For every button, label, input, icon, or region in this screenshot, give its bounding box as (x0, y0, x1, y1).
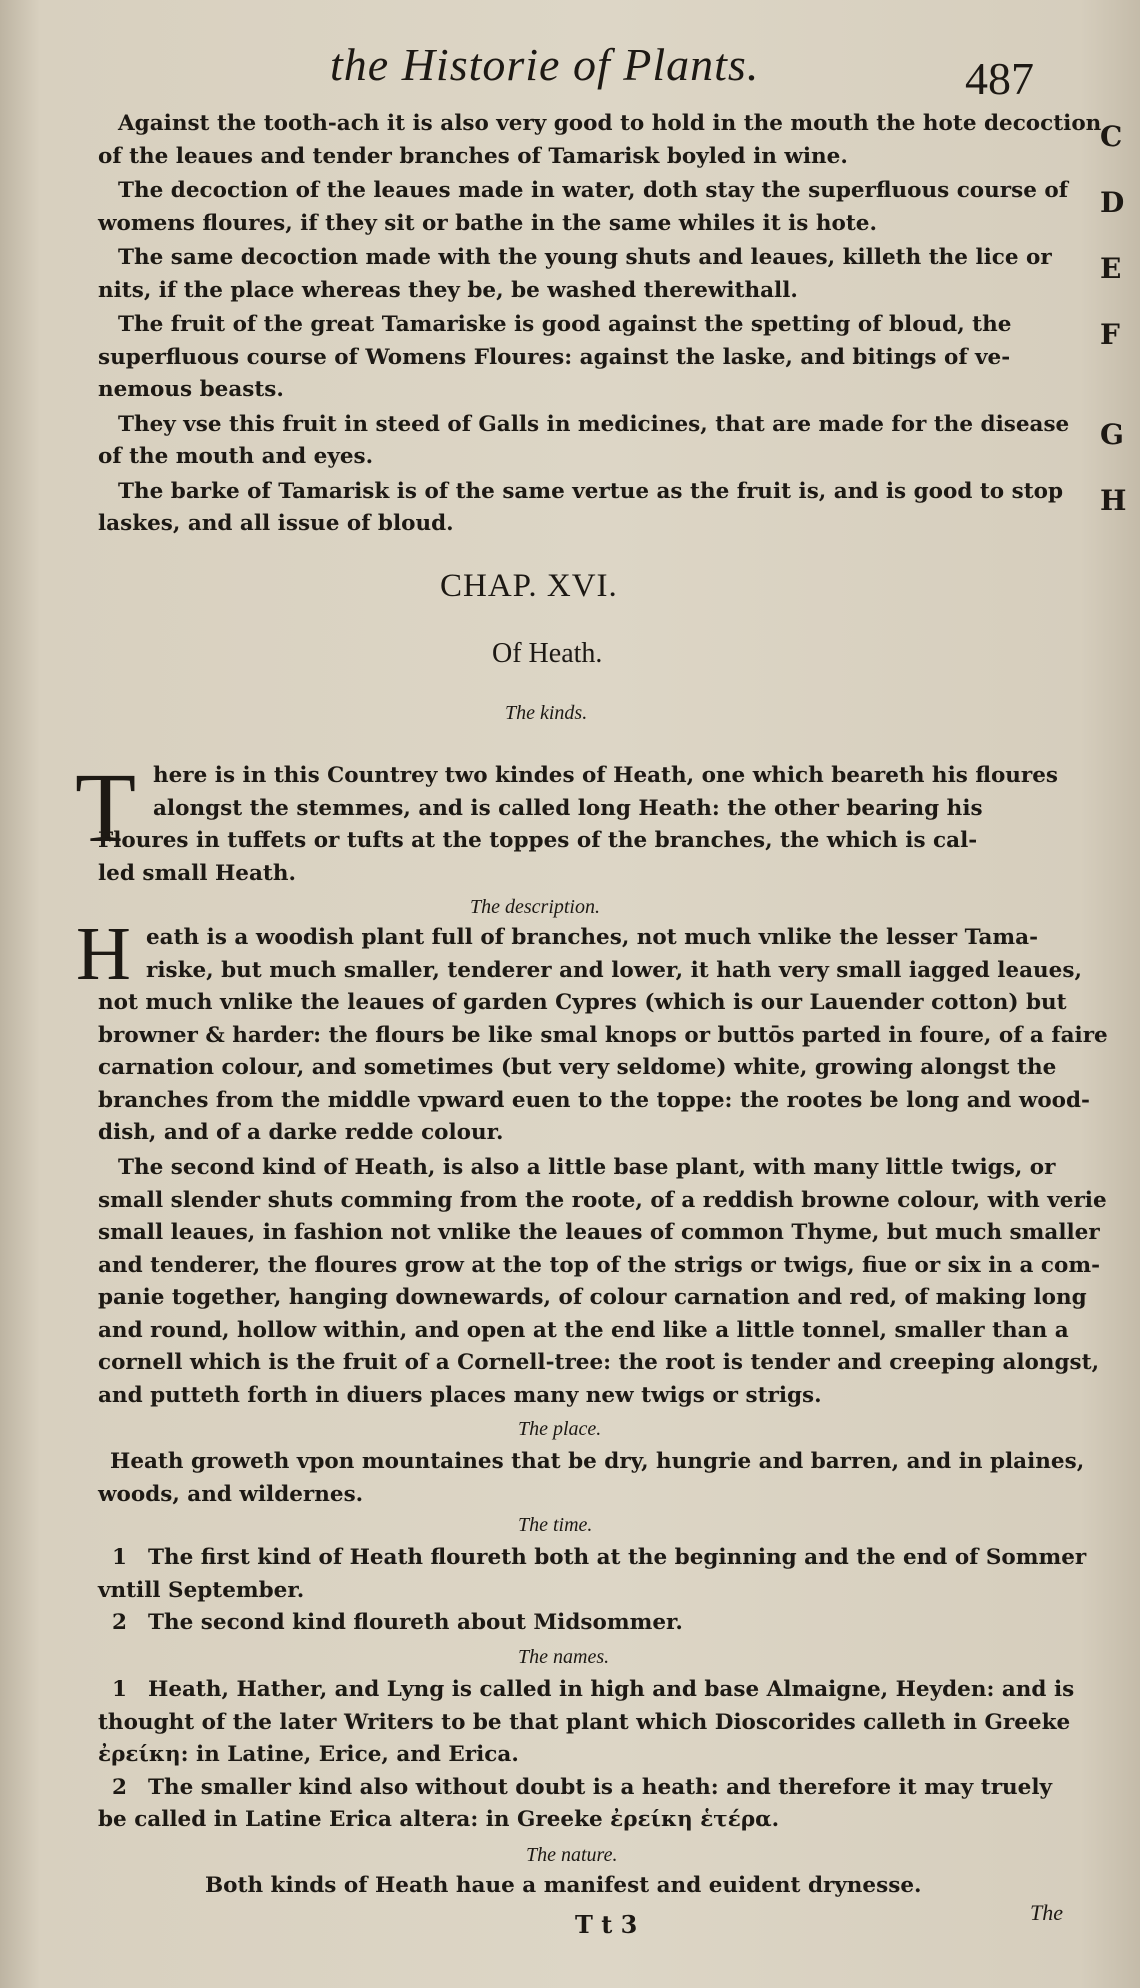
list-item (98, 1607, 1078, 1640)
drop-cap: H (76, 912, 131, 996)
text-line: of the mouth and eyes. (98, 444, 374, 469)
text-line: riske, but much smaller, tenderer and lower, it hath very small iagged leaues, (146, 957, 1082, 983)
names-list (98, 1674, 1078, 1837)
text-line: small slender shuts comming from the roote, of a reddish browne colour, with verie (98, 1187, 1107, 1213)
catchword: The (1030, 1900, 1063, 1925)
item-number: 1 (112, 1545, 127, 1570)
text-line: vntill September. (98, 1577, 305, 1603)
text-line: Both kinds of Heath haue a manifest and euident drynesse. (205, 1873, 922, 1898)
text-line: branches from the middle vpward euen to the toppe: the rootes be long and wood- (98, 1087, 1090, 1113)
margin-letter: F (1100, 318, 1120, 351)
chapter-title: Of Heath. (492, 638, 603, 669)
running-title: the Historie of Plants. (330, 39, 760, 90)
text-line: The first kind of Heath floureth both at the beginning and the end of Sommer (148, 1545, 1087, 1570)
margin-letter: H (1100, 484, 1127, 517)
text-line: nits, if the place whereas they be, be washed therewithall. (98, 277, 798, 303)
text-line: browner & harder: the flours be like smal knops or buttōs parted in foure, of a faire (98, 1022, 1108, 1048)
text-line: The barke of Tamarisk is of the same vertue as the fruit is, and is good to stop (118, 478, 1064, 504)
top-paragraphs (98, 108, 1102, 543)
text-line: nemous beasts. (98, 377, 284, 402)
text-line: laskes, and all issue of bloud. (98, 511, 454, 536)
text-line: Heath groweth vpon mountaines that be dry, hungrie and barren, and in plaines, (110, 1449, 1085, 1474)
paragraph (98, 409, 1078, 474)
time-list (98, 1542, 1087, 1640)
list-item (98, 1542, 1087, 1575)
text-line: alongst the stemmes, and is called long Heath: the other bearing his (153, 795, 983, 821)
signature-mark: T t 3 (575, 1910, 638, 1939)
margin-letter: D (1100, 186, 1125, 219)
paragraph (98, 242, 1078, 307)
list-item (98, 1674, 1078, 1707)
text-line: of the leaues and tender branches of Tamarisk boyled in wine. (98, 143, 848, 169)
section-heading-time: The time. (518, 1514, 593, 1536)
text-line: The decoction of the leaues made in water, doth stay the superfluous course of (118, 178, 1068, 203)
paragraph (98, 309, 1078, 407)
text-line: eath is a woodish plant full of branches, not much vnlike the lesser Tama- (146, 925, 1039, 950)
text-line: superfluous course of Womens Floures: against the laske, and bitings of ve- (98, 344, 1011, 370)
description-paragraph-1 (98, 922, 1108, 1150)
text-line: and tenderer, the floures grow at the top of the strigs or twigs, fiue or six in a com- (98, 1252, 1101, 1278)
nature-paragraph (205, 1870, 1140, 1903)
paragraph (98, 108, 1102, 173)
text-line: Against the tooth-ach it is also very good to hold in the mouth the hote decoction (118, 111, 1102, 136)
place-paragraph (98, 1446, 1085, 1511)
text-line: and putteth forth in diuers places many new twigs or strigs. (98, 1382, 822, 1408)
page-number: 487 (965, 53, 1034, 104)
section-heading-description: The description. (470, 896, 600, 918)
list-item (98, 1772, 1078, 1805)
text-line: cornell which is the fruit of a Cornell-tree: the root is tender and creeping alongst, (98, 1350, 1100, 1375)
text-line: Heath, Hather, and Lyng is called in high and base Almaigne, Heyden: and is (148, 1677, 1075, 1702)
text-line: small leaues, in fashion not vnlike the leaues of common Thyme, but much smaller (98, 1220, 1100, 1245)
paragraph (98, 476, 1078, 541)
text-line: The second kind of Heath, is also a little base plant, with many little twigs, or (118, 1155, 1056, 1180)
section-heading-names: The names. (518, 1646, 610, 1668)
description-paragraph-2 (98, 1152, 1107, 1412)
text-line: woods, and wildernes. (98, 1481, 364, 1507)
paragraph (98, 175, 1078, 240)
section-heading-nature: The nature. (526, 1844, 618, 1866)
kinds-paragraph (98, 760, 1078, 890)
item-number: 2 (112, 1774, 127, 1800)
item-number: 1 (112, 1677, 127, 1702)
text-line: dish, and of a darke redde colour. (98, 1120, 504, 1145)
chapter-number: CHAP. XVI. (440, 568, 618, 604)
section-heading-place: The place. (518, 1418, 602, 1440)
text-line: thought of the later Writers to be that plant which Dioscorides calleth in Greeke (98, 1709, 1071, 1735)
text-line: and round, hollow within, and open at the end like a little tonnel, smaller than a (98, 1317, 1069, 1343)
text-line: here is in this Countrey two kindes of Heath, one which beareth his floures (153, 763, 1059, 788)
text-line: The same decoction made with the young shuts and leaues, killeth the lice or (118, 245, 1052, 270)
text-line: not much vnlike the leaues of garden Cypres (which is our Lauender cotton) but (98, 990, 1067, 1015)
drop-cap: T (75, 752, 137, 863)
text-line: They vse this fruit in steed of Galls in medicines, that are made for the disease (118, 411, 1070, 437)
text-line: panie together, hanging downewards, of colour carnation and red, of making long (98, 1285, 1087, 1310)
margin-letter: C (1100, 120, 1123, 153)
text-line: The smaller kind also without doubt is a heath: and therefore it may truely (148, 1774, 1053, 1800)
text-line: ἐρείκη: in Latine, Erice, and Erica. (98, 1742, 519, 1767)
margin-letter: G (1100, 418, 1124, 451)
margin-letter: E (1100, 252, 1122, 285)
text-line: led small Heath. (98, 860, 296, 886)
text-line: carnation colour, and sometimes (but very seldome) white, growing alongst the (98, 1055, 1057, 1080)
text-line: womens floures, if they sit or bathe in the same whiles it is hote. (98, 210, 877, 236)
text-line: The second kind floureth about Midsommer. (148, 1610, 683, 1635)
section-heading-kinds: The kinds. (505, 702, 588, 724)
item-number: 2 (112, 1610, 127, 1635)
text-line: be called in Latine Erica altera: in Greeke ἐρείκη ἑτέρα. (98, 1807, 780, 1832)
text-line: Floures in tuffets or tufts at the toppes of the branches, the which is cal- (98, 828, 978, 853)
text-line: The fruit of the great Tamariske is good against the spetting of bloud, the (118, 312, 1012, 337)
